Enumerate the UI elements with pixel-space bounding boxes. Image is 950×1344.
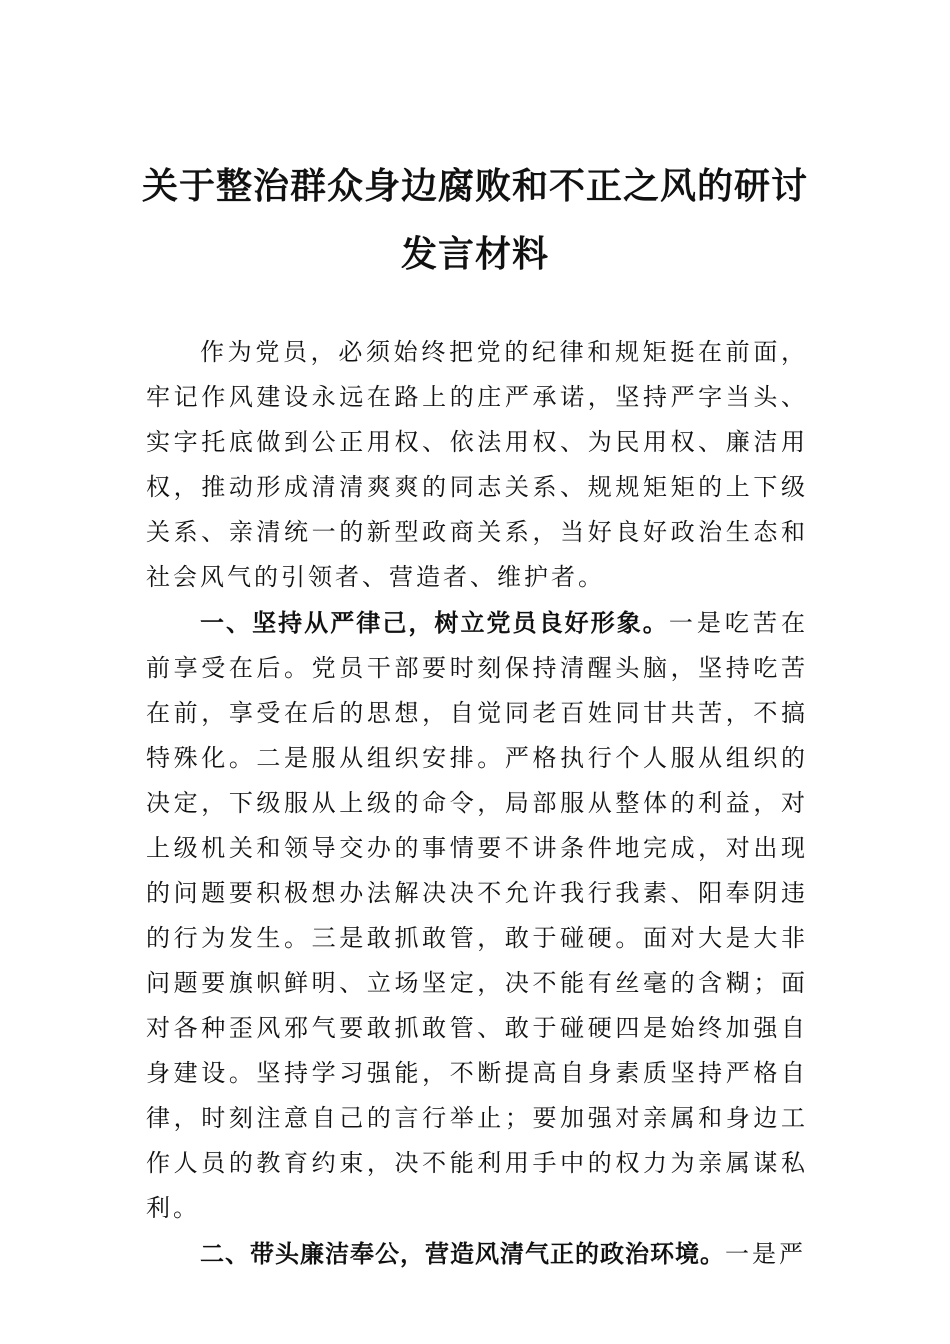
intro-paragraph: 作为党员，必须始终把党的纪律和规矩挺在前面，牢记作风建设永远在路上的庄严承诺，坚持严字当头、实字托底做到公正用权、依法用权、为民用权、廉洁用权，推动形成清清爽爽的同志关系、规规矩矩的上下级关系、亲清统一的新型政商关系，当好良好政治生态和社会风气的引领者、营造者、维护者。 bbox=[146, 338, 808, 591]
document-title-line-1: 关于整治群众身边腐败和不正之风的研讨 bbox=[141, 165, 808, 207]
section-2-paragraph bbox=[146, 1232, 808, 1277]
section-2-heading: 二、带头廉洁奉公，营造风清气正的政治环境。 bbox=[200, 1240, 725, 1268]
section-1-paragraph bbox=[146, 601, 808, 1231]
section-1-heading: 一、坚持从严律己，树立党员良好形象。 bbox=[200, 609, 669, 637]
section-2-text: 一是严 bbox=[725, 1240, 806, 1268]
document-body bbox=[146, 330, 808, 1277]
section-1-text: 一是吃苦在前享受在后。党员干部要时刻保持清醒头脑，坚持吃苦在前，享受在后的思想，自觉同老百姓同甘共苦，不搞特殊化。二是服从组织安排。严格执行个人服从组织的决定，下级服从上级的命令，局部服从整体的利益，对上级机关和领导交办的事情要不讲条件地完成，对出现的问题要积极想办法解决决不允许我行我素、阳奉阴违的行为发生。三是敢抓敢管，敢于碰硬。面对大是大非问题要旗帜鲜明、立场坚定，决不能有丝毫的含糊；面对各种歪风邪气要敢抓敢管、敢于碰硬四是始终加强自身建设。坚持学习强能，不断提高自身素质坚持严格自律，时刻注意自己的言行举止；要加强对亲属和身边工作人员的教育约束，决不能利用手中的权力为亲属谋私利。 bbox=[146, 609, 809, 1222]
document-title-line-2: 发言材料 bbox=[400, 233, 549, 275]
